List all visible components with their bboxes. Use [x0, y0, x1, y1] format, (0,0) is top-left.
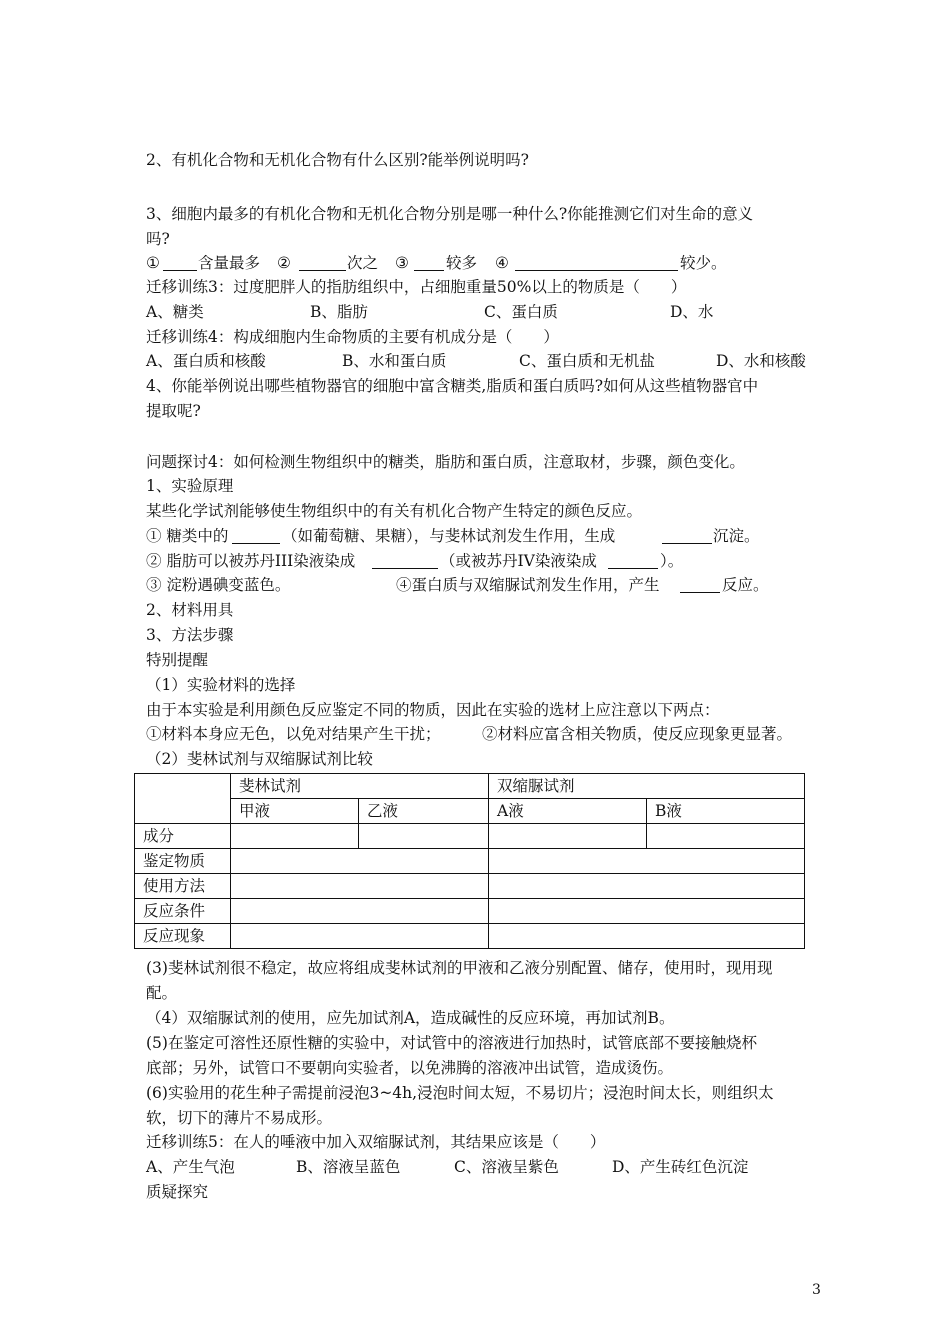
text: ② 脂肪可以被苏丹III染液染成 [146, 552, 356, 570]
note-5-line1: (5)在鉴定可溶性还原性糖的实验中，对试管中的溶液进行加热时，试管底部不要接触烧杯 [146, 1034, 757, 1052]
point-a: ①材料本身应无色，以免对结果产生干扰； [146, 725, 441, 743]
option-d: D、产生砖红色沉淀 [612, 1158, 749, 1176]
table-cell [231, 899, 489, 924]
note-6-line2: 软，切下的薄片不易成形。 [146, 1109, 333, 1127]
inquiry-heading: 质疑探究 [146, 1183, 209, 1201]
table-row [135, 849, 805, 874]
option-c: C、蛋白质 [484, 303, 558, 321]
table-row [135, 899, 805, 924]
note-5-line2: 底部；另外，试管口不要朝向实验者，以免沸腾的溶液冲出试管，造成烫伤。 [146, 1059, 674, 1077]
option-a: A、蛋白质和核酸 [146, 352, 266, 370]
question-3-line2: 吗? [146, 230, 170, 248]
option-b: B、水和蛋白质 [342, 352, 447, 370]
table-corner-cell [135, 774, 231, 824]
table-subheader-row [135, 799, 805, 824]
text: ① 糖类中的 [146, 527, 229, 545]
section-materials: 2、材料用具 [146, 601, 234, 619]
table-cell [231, 849, 489, 874]
question-2: 2、有机化合物和无机化合物有什么区别?能举例说明吗? [146, 151, 529, 169]
question-3-line1: 3、细胞内最多的有机化合物和无机化合物分别是哪一种什么?你能推测它们对生命的意义 [146, 205, 754, 223]
problem-4: 问题探讨4：如何检测生物组织中的糖类，脂肪和蛋白质，注意取材，步骤，颜色变化。 [146, 453, 745, 471]
table-cell [359, 824, 489, 849]
question-4-line2: 提取呢? [146, 402, 201, 420]
subheader-d: B液 [647, 799, 805, 824]
principle-text: 某些化学试剂能够使生物组织中的有关有机化合物产生特定的颜色反应。 [146, 502, 643, 520]
subheader-a: 甲液 [231, 799, 359, 824]
fill-text: 含量最多 [198, 254, 261, 272]
note-4: （4）双缩脲试剂的使用，应先加试剂A，造成碱性的反应环境，再加试剂B。 [146, 1009, 675, 1027]
table-cell [489, 824, 647, 849]
blank [515, 255, 678, 271]
option-b: B、脂肪 [310, 303, 368, 321]
reagent-comparison-table [134, 773, 805, 949]
page-number: 3 [812, 1282, 821, 1298]
point-b: ②材料应富含相关物质，使反应现象更显著。 [482, 725, 793, 743]
table-cell [647, 824, 805, 849]
table-cell [489, 849, 805, 874]
row-label: 使用方法 [135, 874, 231, 899]
table-cell [231, 824, 359, 849]
row-label: 鉴定物质 [135, 849, 231, 874]
blank [662, 528, 712, 544]
table-cell [489, 874, 805, 899]
header-fehling: 斐林试剂 [231, 774, 489, 799]
text: 沉淀。 [713, 527, 760, 545]
option-a: A、产生气泡 [146, 1158, 235, 1176]
tip-1-title: （1）实验材料的选择 [146, 676, 296, 694]
table-row [135, 924, 805, 949]
option-c: C、蛋白质和无机盐 [519, 352, 655, 370]
tip-2-title: （2）斐林试剂与双缩脲试剂比较 [146, 750, 373, 768]
blank [372, 553, 438, 569]
option-d: D、水 [670, 303, 714, 321]
row-label: 反应条件 [135, 899, 231, 924]
row-label: 反应现象 [135, 924, 231, 949]
blank [232, 528, 280, 544]
subheader-c: A液 [489, 799, 647, 824]
subheader-b: 乙液 [359, 799, 489, 824]
text: ③ 淀粉遇碘变蓝色。 [146, 576, 291, 594]
fill-text: 较少。 [680, 254, 727, 272]
question-4-line1: 4、你能举例说出哪些植物器官的细胞中富含糖类,脂质和蛋白质吗?如何从这些植物器官中 [146, 377, 759, 395]
marker-2: ② [277, 254, 291, 272]
table-cell [231, 924, 489, 949]
exercise-5-question: 迁移训练5：在人的唾液中加入双缩脲试剂，其结果应该是（ ） [146, 1133, 606, 1151]
blank [163, 255, 197, 271]
text: （或被苏丹IV染液染成 [440, 552, 597, 570]
table-cell [489, 899, 805, 924]
marker-3: ③ [395, 254, 409, 272]
header-biuret: 双缩脲试剂 [489, 774, 805, 799]
exercise-4-question: 迁移训练4：构成细胞内生命物质的主要有机成分是（ ） [146, 328, 559, 346]
option-b: B、溶液呈蓝色 [296, 1158, 401, 1176]
table-row [135, 874, 805, 899]
note-6-line1: (6)实验用的花生种子需提前浸泡3~4h,浸泡时间太短，不易切片；浸泡时间太长，则组织太 [146, 1084, 774, 1102]
tip-1-text: 由于本实验是利用颜色反应鉴定不同的物质，因此在实验的选材上应注意以下两点： [146, 701, 720, 719]
note-3-line1: (3)斐林试剂很不稳定，故应将组成斐林试剂的甲液和乙液分别配置、储存，使用时，现用现 [146, 959, 773, 977]
section-principle: 1、实验原理 [146, 477, 234, 495]
note-3-line2: 配。 [146, 984, 178, 1002]
option-c: C、溶液呈紫色 [454, 1158, 559, 1176]
table-cell [231, 874, 489, 899]
row-label: 成分 [135, 824, 231, 849]
fill-text: 次之 [347, 254, 379, 272]
table-header-row [135, 774, 805, 799]
marker-1: ① [146, 254, 160, 272]
fill-text: 较多 [446, 254, 478, 272]
option-a: A、糖类 [146, 303, 204, 321]
blank [680, 577, 720, 593]
text: ）。 [660, 552, 684, 570]
text: （如葡萄糖、果糖），与斐林试剂发生作用，生成 [282, 527, 616, 545]
section-method: 3、方法步骤 [146, 626, 234, 644]
table-cell [489, 924, 805, 949]
marker-4: ④ [495, 254, 509, 272]
table-row [135, 824, 805, 849]
blank [299, 255, 346, 271]
exercise-3-question: 迁移训练3：过度肥胖人的指肪组织中，占细胞重量50%以上的物质是（ ） [146, 278, 687, 296]
blank [608, 553, 658, 569]
special-reminder: 特别提醒 [146, 651, 209, 669]
text: 反应。 [722, 576, 769, 594]
blank [414, 255, 444, 271]
option-d: D、水和核酸 [716, 352, 806, 370]
text: ④蛋白质与双缩脲试剂发生作用，产生 [396, 576, 660, 594]
